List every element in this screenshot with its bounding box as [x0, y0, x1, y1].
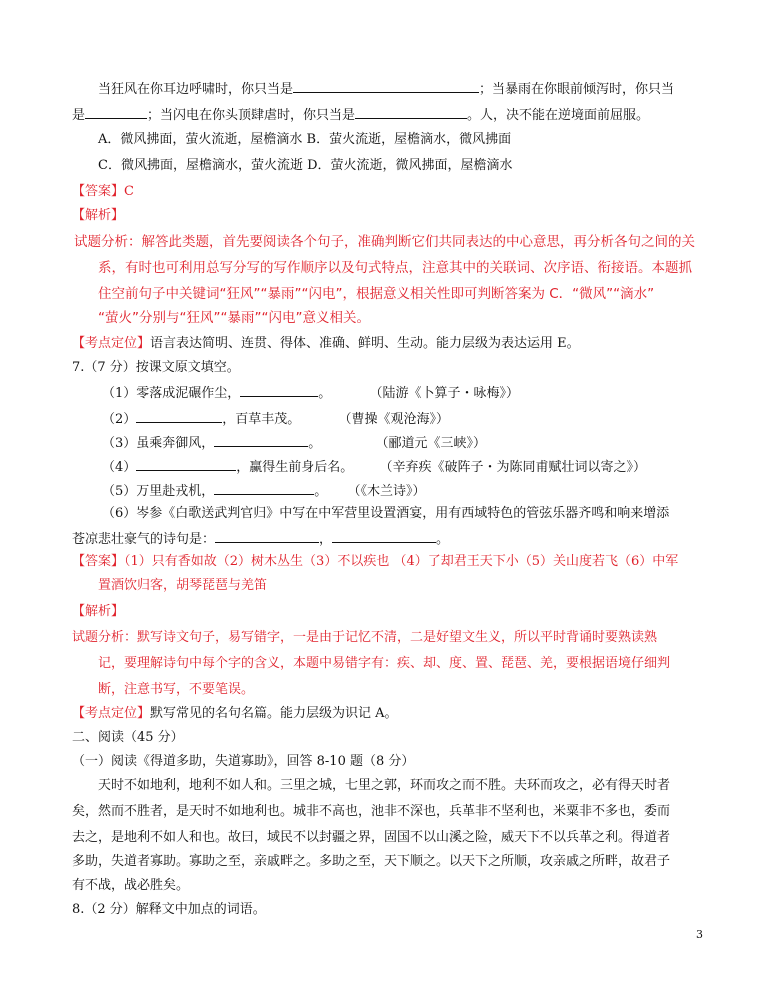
- q7-source: （陆游《卜算子・咏梅》）: [369, 386, 519, 401]
- q6-options-cd: C．微风拂面，屋檐滴水，萤火流逝 D．萤火流逝，微风拂面，屋檐滴水: [98, 158, 513, 173]
- passage-line-1: 天时不如地利，地利不如人和。三里之城，七里之郭，环而攻之而不胜。夫环而攻之，必有得天时者: [98, 778, 671, 793]
- point-tag: 【考点定位】: [72, 336, 151, 351]
- q7-source: （辛弃疾《破阵子・为陈同甫赋壮词以寄之》）: [379, 460, 646, 475]
- q7-point: [72, 704, 398, 724]
- answer-tag: 【答案】: [72, 554, 125, 569]
- q7-analysis-line-1: 试题分析：默写诗文句子，易写错字，一是由于记忆不清，二是好望文生义，所以平时背诵时要熟读熟: [72, 630, 658, 645]
- q6-analysis-line-3: 住空前句子中关键词“狂风”“暴雨”“闪电”，根据意义相关性即可判断答案为 C．“微风”“滴水”: [98, 286, 655, 302]
- q7-item-5: （5）万里赴戎机， 。 （《木兰诗》）: [102, 480, 425, 502]
- q7-title: 7.（7 分）按课文原文填空。: [72, 360, 240, 375]
- q6-analysis-tag: 【解析】: [72, 208, 125, 223]
- q7-item-6-line-2: 苍凉悲壮豪气的诗句是： ， 。: [72, 528, 449, 550]
- q6-sentence-line-1: 当狂风在你耳边呼啸时，你只当是 ；当暴雨在你眼前倾泻时，你只当: [98, 78, 674, 100]
- q6-point: [72, 334, 580, 354]
- passage-line-5: 有不战，战必胜矣。: [72, 878, 190, 893]
- q6-sentence-line-2: 是 ；当闪电在你头顶肆虐时，你只当是 。人，决不能在逆境面前屈服。: [72, 104, 649, 126]
- point-text: 语言表达简明、连贯、得体、准确、鲜明、生动。能力层级为表达运用 E。: [150, 336, 580, 351]
- reading-subsection-title: （一）阅读《得道多助，失道寡助》，回答 8-10 题（8 分）: [72, 754, 415, 769]
- answer-tag: 【答案】: [72, 184, 125, 199]
- page-number: 3: [696, 928, 703, 941]
- q7-analysis-line-2: 记，要理解诗句中每个字的含义，本题中易错字有：疾、却、度、置、琵琶、羌，要根据语境仔细判: [98, 656, 671, 671]
- q7-blank: [215, 528, 319, 543]
- answer-text: （1）只有香如故（2）树木丛生（3）不以疾也 （4）了却君王天下小（5）关山度若飞（6）中军: [124, 554, 679, 569]
- q7-answer-line-2: 置酒饮归客，胡琴琵琶与羌笛: [98, 578, 268, 593]
- q7-blank: [136, 456, 236, 471]
- q7-answer-line-1: [72, 552, 678, 572]
- q6-blank-3: [355, 104, 467, 119]
- q7-blank: [240, 382, 318, 397]
- q7-blank: [214, 480, 314, 495]
- q7-item-3: （3）虽乘奔御风， 。 （郦道元《三峡》）: [102, 432, 486, 454]
- q7-item-2: （2） ，百草丰茂。 （曹操《观沧海》）: [102, 408, 449, 430]
- passage-line-3: 去之，是地利不如人和也。故曰，域民不以封疆之界，固国不以山溪之险，威天下不以兵革之利。得道者: [72, 830, 671, 845]
- q7-analysis-line-3: 断，注意书写，不要笔误。: [98, 682, 255, 697]
- q8-title: 8.（2 分）解释文中加点的词语。: [72, 902, 266, 917]
- reading-section-title: 二、阅读（45 分）: [72, 730, 184, 745]
- point-tag: 【考点定位】: [72, 706, 151, 721]
- q7-source: （曹操《观沧海》）: [338, 412, 449, 427]
- passage-line-2: 矣，然而不胜者，是天时不如地利也。城非不高也，池非不深也，兵革非不坚利也，米粟非不多也，委而: [72, 804, 671, 819]
- q6-blank-2: [85, 104, 147, 119]
- answer-text: C: [124, 184, 134, 199]
- q6-analysis-line-4: “萤火”分别与“狂风”“暴雨”“闪电”意义相关。: [98, 310, 370, 326]
- q7-item-4: （4） ，赢得生前身后名。 （辛弃疾《破阵子・为陈同甫赋壮词以寄之》）: [102, 456, 646, 478]
- q7-item-1: （1）零落成泥碾作尘， 。 （陆游《卜算子・咏梅》）: [102, 382, 519, 404]
- q6-analysis-line-1: 试题分析：解答此类题，首先要阅读各个句子，准确判断它们共同表达的中心意思，再分析各句之间的关: [74, 234, 695, 250]
- q6-blank-1: [293, 78, 479, 93]
- q7-analysis-tag: 【解析】: [72, 604, 125, 619]
- q7-blank: [136, 408, 222, 423]
- q6-answer: [72, 182, 134, 202]
- q7-blank: [214, 432, 308, 447]
- q7-source: （郦道元《三峡》）: [375, 436, 486, 451]
- q6-options-ab: A．微风拂面，萤火流逝，屋檐滴水 B．萤火流逝，屋檐滴水，微风拂面: [98, 132, 512, 147]
- point-text: 默写常见的名句名篇。能力层级为识记 A。: [150, 706, 398, 721]
- q7-item-6-line-1: （6）岑参《白歌送武判官归》中写在中军营里设置酒宴，用有西域特色的管弦乐器齐鸣和响来增添: [102, 506, 670, 521]
- q7-blank: [332, 528, 436, 543]
- q7-source: （《木兰诗》）: [347, 484, 426, 499]
- passage-line-4: 多助，失道者寡助。寡助之至，亲戚畔之。多助之至，天下顺之。以天下之所顺，攻亲戚之所畔，故君子: [72, 854, 671, 869]
- q6-analysis-line-2: 系，有时也可利用总写分写的写作顺序以及句式特点，注意其中的关联词、次序语、衔接语。本题抓: [98, 260, 692, 276]
